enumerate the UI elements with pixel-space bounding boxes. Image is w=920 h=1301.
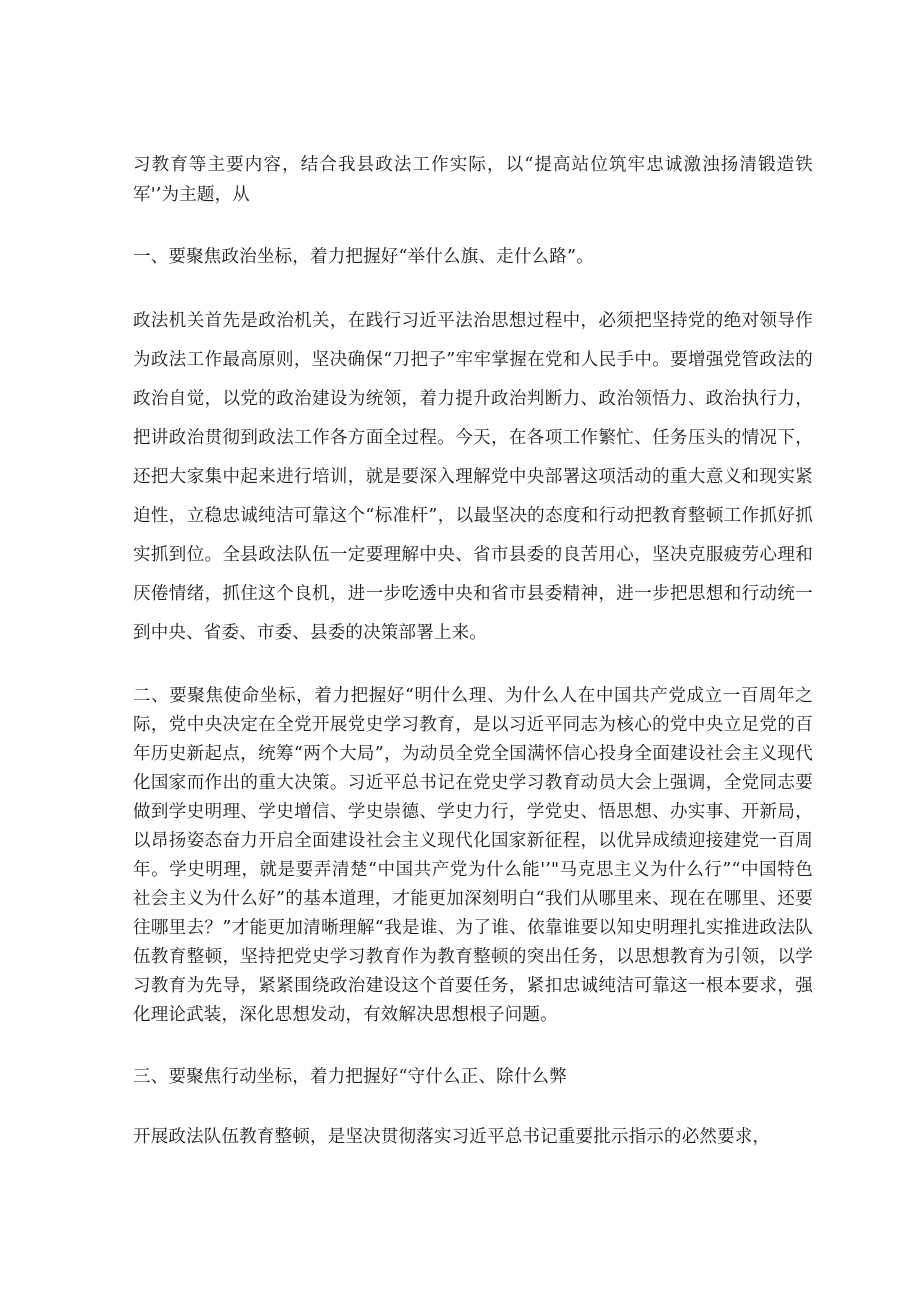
intro-paragraph: 习教育等主要内容，结合我县政法工作实际，以“提高站位筑牢忠诚激浊扬清锻造铁军'’为主题，从 bbox=[133, 155, 813, 205]
section1-body: 政法机关首先是政治机关，在践行习近平法治思想过程中，必须把坚持党的绝对领导作为政法工作最高原则，坚决确保“刀把子”牢牢掌握在党和人民手中。要增强党管政法的政治自觉，以党的政治建设为统领，着力提升政治判断力、政治领悟力、政治执行力，把讲政治贯彻到政法工作各方面全过程。今天，在各项工作繁忙、任务压头的情况下，还把大家集中起来进行培训，就是要深入理解党中央部署这项活动的重大意义和现实紧迫性，立稳忠诚纯洁可靠这个“标准杆”，以最坚决的态度和行动把教育整顿工作抓好抓实抓到位。全县政法队伍一定要理解中央、省市县委的良苦用心，坚决克服疲劳心理和厌倦情绪，抓住这个良机，进一步吃透中央和省市县委精神，进一步把思想和行动统一到中央、省委、市委、县委的决策部署上来。 bbox=[133, 311, 813, 643]
section3-heading: 三、要聚焦行动坐标，着力把握好“守什么正、除什么弊 bbox=[133, 1067, 567, 1087]
section2-body: 二、要聚焦使命坐标，着力把握好“明什么理、为什么人在中国共产党成立一百周年之际，党中央决定在全党开展党史学习教育，是以习近平同志为核心的党中央立足党的百年历史新起点，统筹“两个大局”，为动员全党全国满怀信心投身全面建设社会主义现代化国家而作出的重大决策。习近平总书记在党史学习教育动员大会上强调，全党同志要做到学史明理、学史增信、学史崇德、学史力行，学党史、悟思想、办实事、开新局，以昂扬姿态奋力开启全面建设社会主义现代化国家新征程，以优异成绩迎接建党一百周年。学史明理，就是要弄清楚“中国共产党为什么能'’"马克思主义为什么行”“中国特色社会主义为什么好”的基本道理，才能更加深刻明白“我们从哪里来、现在在哪里、还要往哪里去？”才能更加清晰理解“我是谁、为了谁、依靠谁要以知史明理扎实推进政法队伍教育整顿，坚持把党史学习教育作为教育整顿的突出任务，以思想教育为引领，以学习教育为先导，紧紧围绕政治建设这个首要任务，紧扣忠诚纯洁可靠这一根本要求，强化理论武装，深化思想发动，有效解决思想根子问题。 bbox=[133, 686, 813, 1025]
section1-heading: 一、要聚焦政治坐标，着力把握好“举什么旗、走什么路”。 bbox=[133, 247, 594, 267]
section3-body: 开展政法队伍教育整顿，是坚决贯彻落实习近平总书记重要批示指示的必然要求， bbox=[133, 1127, 771, 1147]
document-page bbox=[133, 150, 813, 1152]
